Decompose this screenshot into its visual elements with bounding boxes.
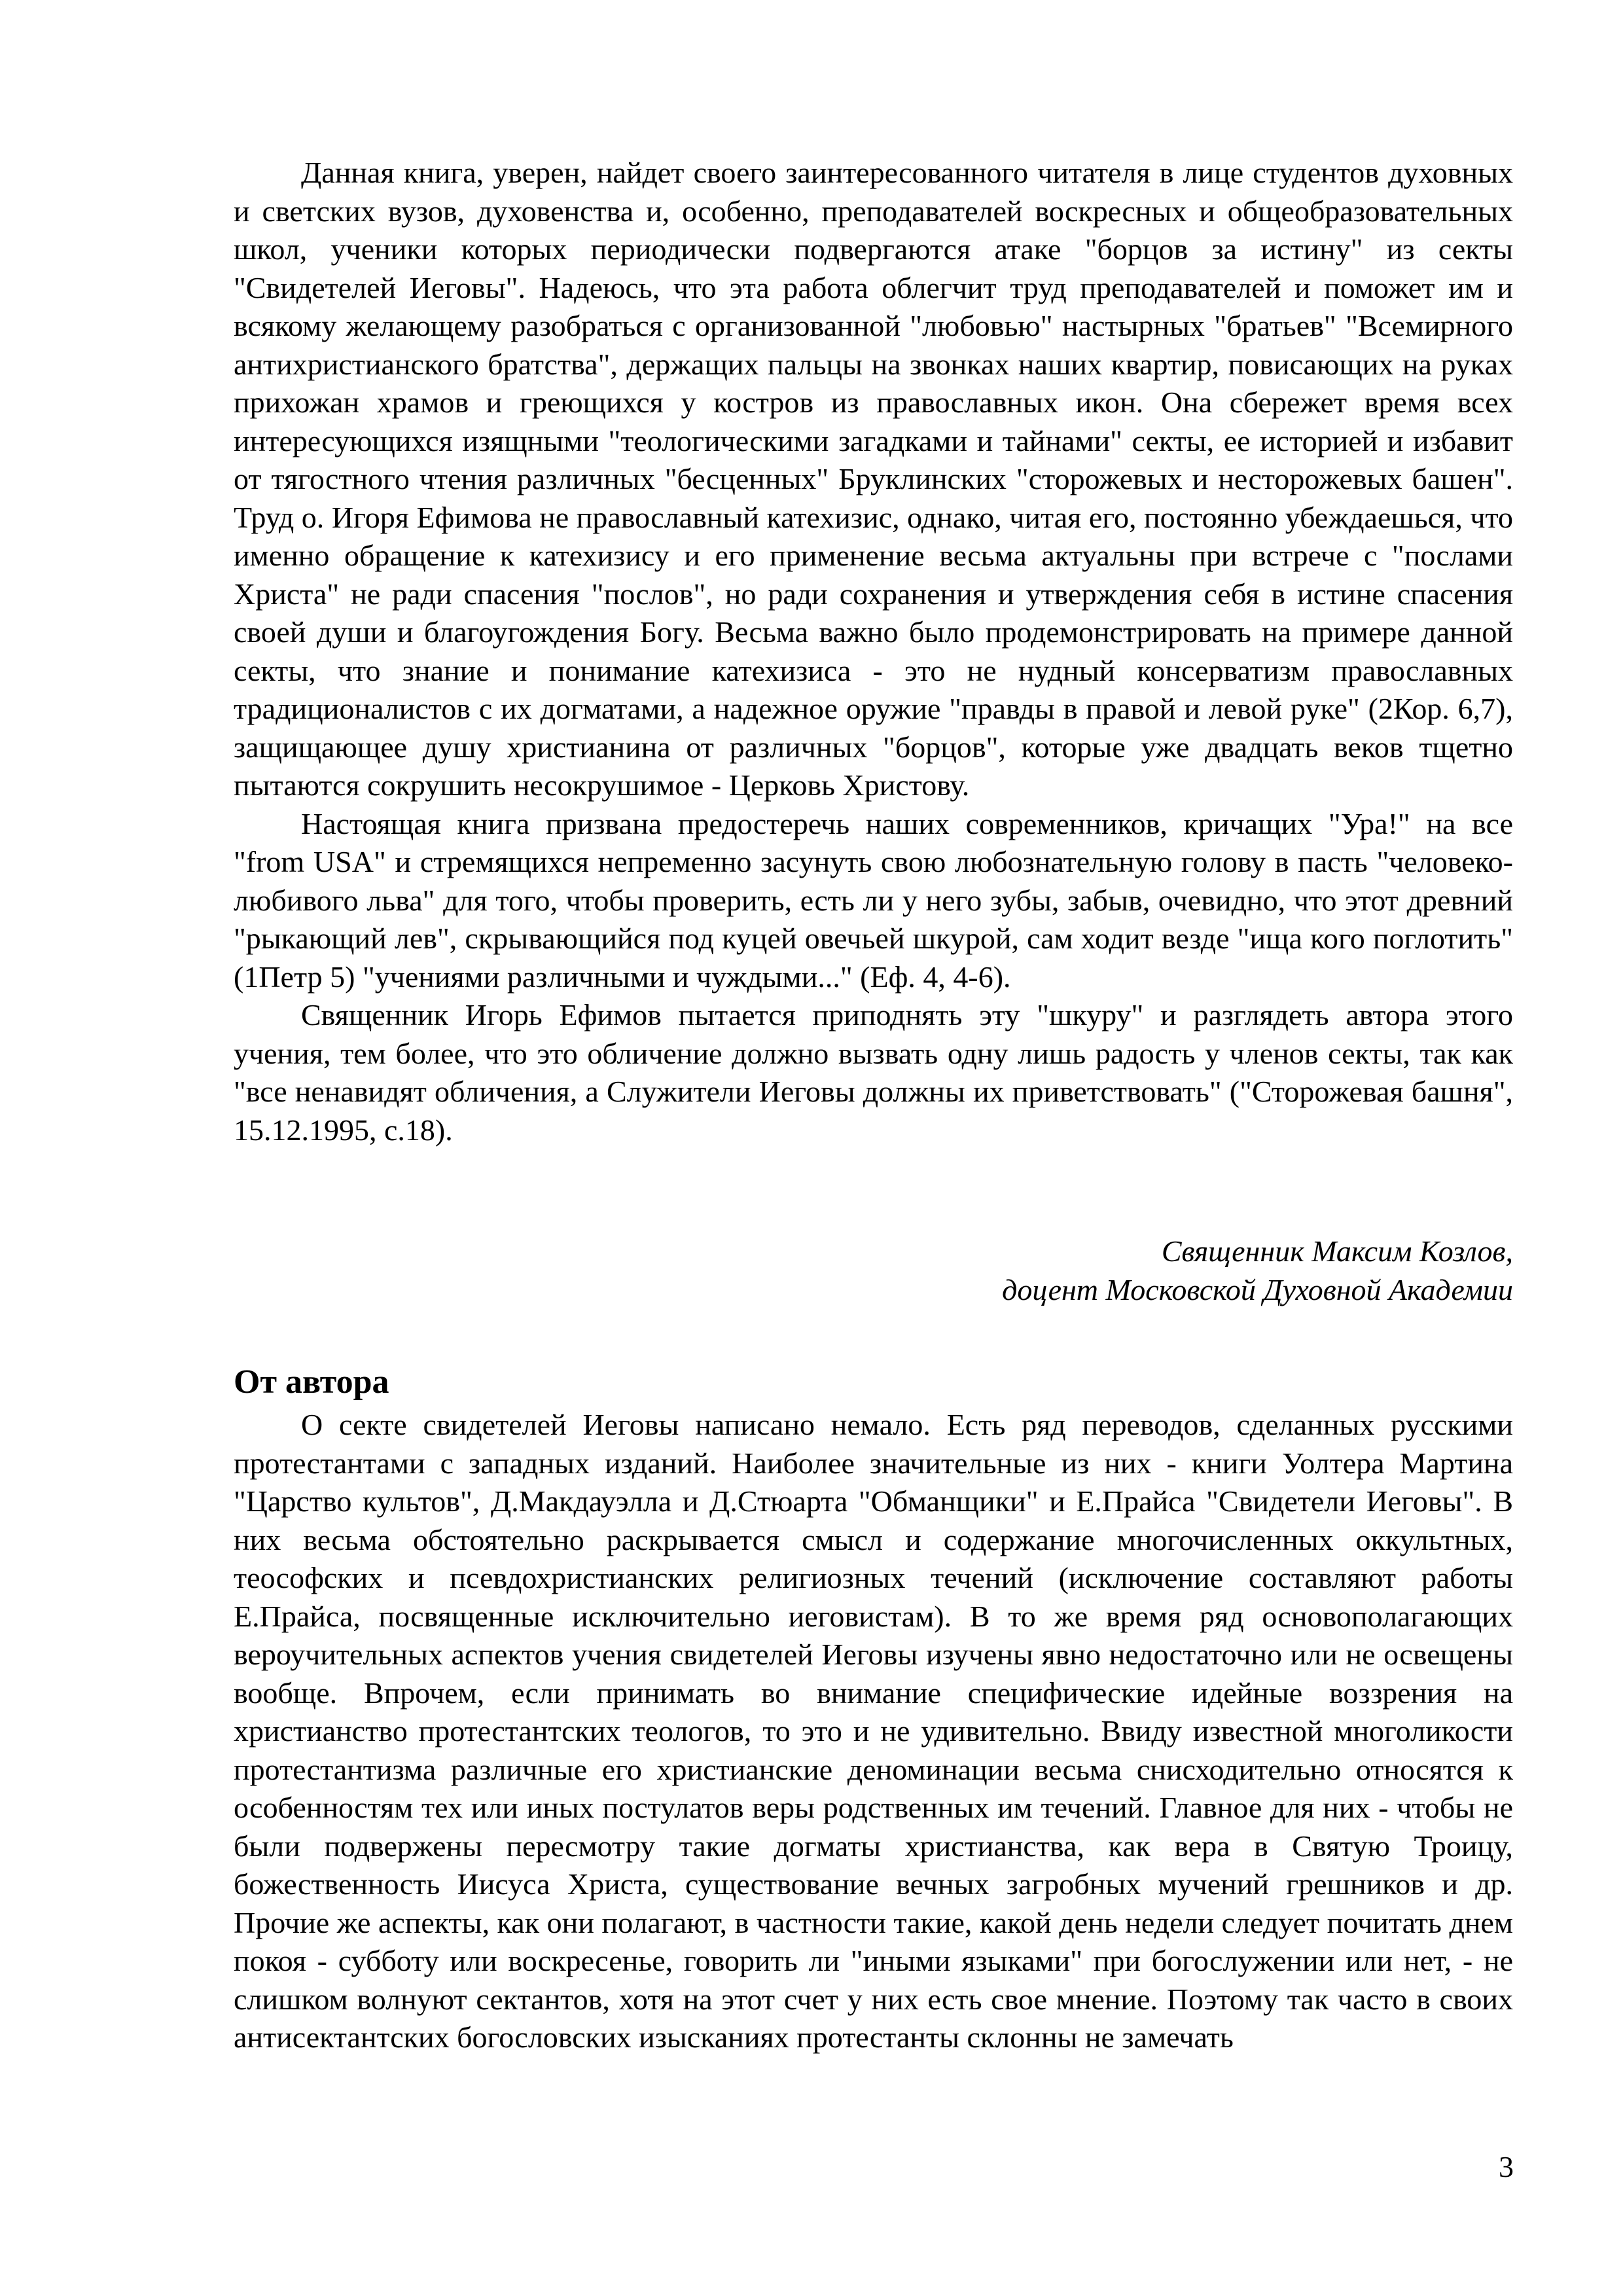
foreword-body [234,154,1513,1149]
foreword-paragraph-1: Данная книга, уверен, найдет своего заинтересованного читателя в лице студентов духовных и светских вузов, духовенства и, особенно, преподавателей воскресных и общеобразовательных школ, ученики которых периодически подвергаются атаке "борцов за истину" из секты "Свидетелей Иеговы". Надеюсь, что эта работа облегчит труд преподавателей и поможет им и всякому желающему разобраться с организованной "любовью" настырных "братьев" "Всемирного антихристианского братства", держащих пальцы на звонках наших квартир, повисающих на руках прихожан храмов и греющихся у костров из православных икон. Она сбережет время всех интересующихся изящными "теологическими загадками и тайнами" секты, ее историей и избавит от тягостного чтения различных "бесценных" Бруклинских "сторожевых и несторожевых башен". Труд о. Игоря Ефимова не православный катехизис, однако, читая его, постоянно убеждаешься, что именно обращение к катехизису и его применение весьма актуальны при встрече с "послами Христа" не ради спасения "послов", но ради сохранения и утверждения себя в истине спасения своей души и благоугождения Богу. Весьма важно было продемонстрировать на примере данной секты, что знание и понимание катехизиса - это не нудный консерватизм православных традиционалистов с их догматами, а надежное оружие "правды в правой и левой руке" (2Кор. 6,7), защищающее душу христианина от различных "борцов", которые уже двадцать веков тщетно пытаются сокрушить несокрушимое - Церковь Христову. [234,156,1513,802]
signature-title: доцент Московской Духовной Академии [1002,1272,1513,1306]
author-section-body [234,1406,1513,2057]
section-heading: От автора [234,1363,389,1401]
foreword-signature [1002,1232,1513,1309]
foreword-paragraph-2: Настоящая книга призвана предостеречь наших современников, кричащих "Ура!" на все "from USA" и стремящихся непременно засунуть свою любознательную голову в пасть "человеко-любивого льва" для того, чтобы проверить, есть ли у него зубы, забыв, очевидно, что этот древний "рыкающий лев", скрывающийся под куцей овечьей шкурой, сам ходит везде "ища кого поглотить" (1Петр 5) "учениями различными и чуждыми..." (Еф. 4, 4-6). [234,806,1513,994]
signature-name: Священник Максим Козлов, [1161,1234,1513,1268]
author-paragraph-1: О секте свидетелей Иеговы написано немало. Есть ряд переводов, сделанных русскими протестантами с западных изданий. Наиболее значительные из них - книги Уолтера Мартина "Царство культов", Д.Макдауэлла и Д.Стюарта "Обманщики" и Е.Прайса "Свидетели Иеговы". В них весьма обстоятельно раскрывается смысл и содержание многочисленных оккультных, теософских и псевдохристианских религиозных течений (исключение составляют работы Е.Прайса, посвященные исключительно иеговистам). В то же время ряд основополагающих вероучительных аспектов учения свидетелей Иеговы изучены явно недостаточно или не освещены вообще. Впрочем, если принимать во внимание специфические идейные воззрения на христианство протестантских теологов, то это и не удивительно. Ввиду известной многоликости протестантизма различные его христианские деноминации весьма снисходительно относятся к особенностям тех или иных постулатов веры родственных им течений. Главное для них - чтобы не были подвержены пересмотру такие догматы христианства, как вера в Святую Троицу, божественность Иисуса Христа, существование вечных загробных мучений грешников и др. Прочие же аспекты, как они полагают, в частности такие, какой день недели следует почитать днем покоя - субботу или воскресенье, говорить ли "иными языками" при богослужении или нет, - не слишком волнуют сектантов, хотя на этот счет у них есть свое мнение. Поэтому так часто в своих антисектантских богословских изысканиях протестанты склонны не замечать [234,1408,1513,2054]
foreword-paragraph-3: Священник Игорь Ефимов пытается приподнять эту "шкуру" и разглядеть автора этого учения, тем более, что это обличение должно вызвать одну лишь радость у членов секты, так как "все ненавидят обличения, а Служители Иеговы должны их приветствовать" ("Сторожевая башня", 15.12.1995, с.18). [234,998,1513,1147]
page-number: 3 [1499,2150,1514,2183]
